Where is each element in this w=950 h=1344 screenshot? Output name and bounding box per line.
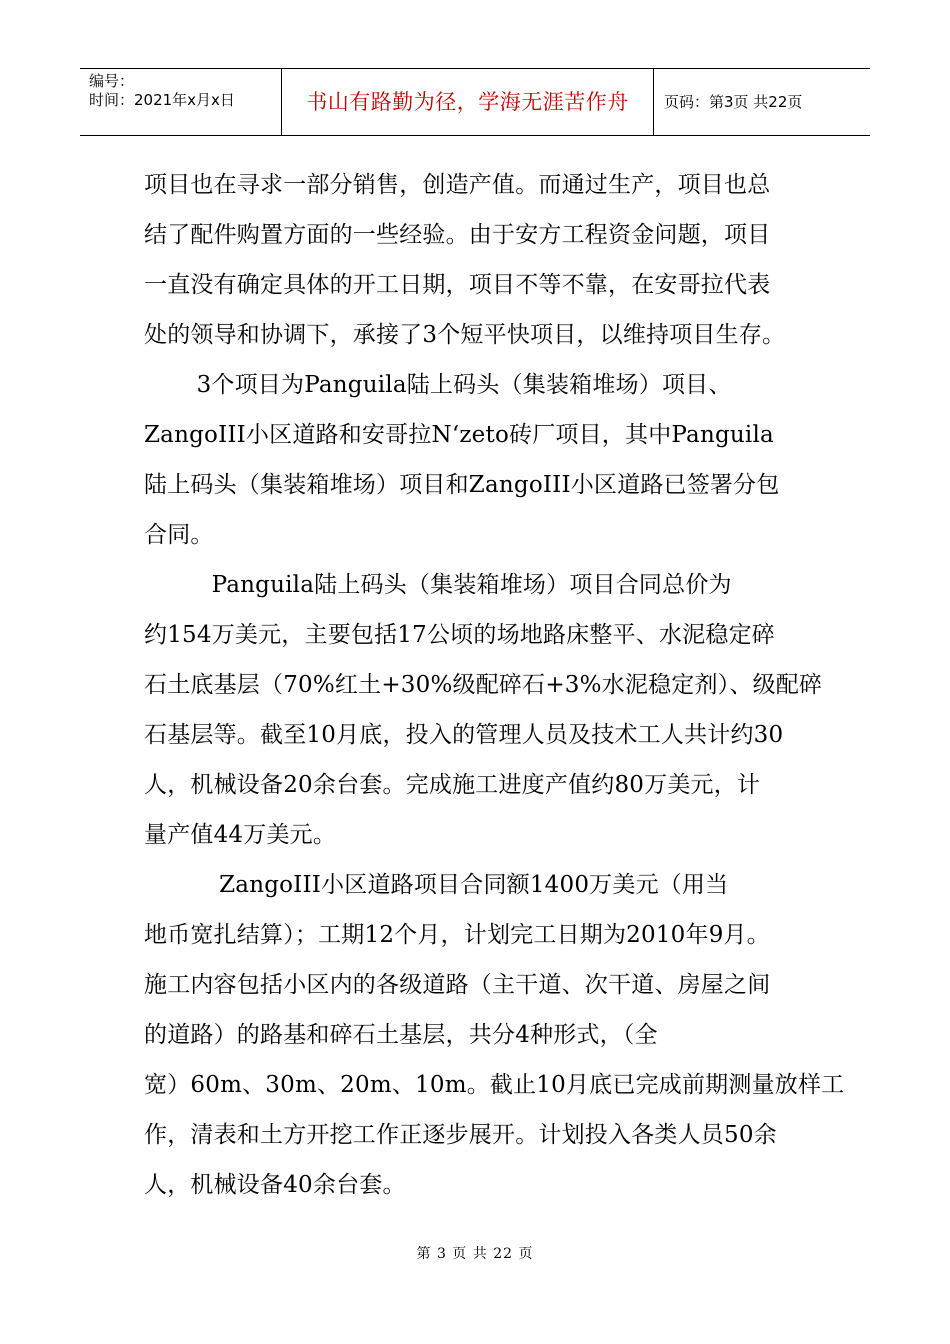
document-body [144,160,845,1210]
body-line: Panguila陆上码头（集装箱堆场）项目合同总价为 [144,572,732,598]
page-footer: 第 3 页 共 22 页 [416,1246,534,1262]
header-motto: 书山有路勤为径，学海无涯苦作舟 [282,69,654,135]
body-line: 石基层等。截至10月底，投入的管理人员及技术工人共计约30 [144,722,784,748]
body-line: 约154万美元，主要包括17公顷的场地路床整平、水泥稳定碎 [144,622,775,648]
body-line: 人，机械设备40余台套。 [144,1172,406,1198]
body-line: 的道路）的路基和碎石土基层，共分4种形式，（全 [144,1022,658,1048]
body-line: 宽）60m、30m、20m、10m。截止10月底已完成前期测量放样工 [144,1072,845,1098]
page-header [80,68,870,136]
time-label: 时间：2021年x月x日 [89,91,235,109]
body-line: 人，机械设备20余台套。完成施工进度产值约80万美元，计 [144,772,761,798]
body-line: 石土底基层（70%红土+30%级配碎石+3%水泥稳定剂）、级配碎 [144,672,823,698]
body-line: 陆上码头（集装箱堆场）项目和ZangoIII小区道路已签署分包 [144,472,780,498]
body-line: ZangoIII小区道路项目合同额1400万美元（用当 [144,872,729,898]
body-line: 结了配件购置方面的一些经验。由于安方工程资金问题，项目 [144,222,771,248]
body-line: 3个项目为Panguila陆上码头（集装箱堆场）项目、 [144,372,732,398]
header-meta [80,69,282,135]
body-line: 施工内容包括小区内的各级道路（主干道、次干道、房屋之间 [144,972,771,998]
body-line: 地币宽扎结算）；工期12个月，计划完工日期为2010年9月。 [144,922,770,948]
body-line: ZangoIII小区道路和安哥拉N‘zeto砖厂项目，其中Panguila [144,422,774,448]
body-line: 一直没有确定具体的开工日期，项目不等不靠，在安哥拉代表 [144,272,771,298]
body-line: 处的领导和协调下，承接了3个短平快项目，以维持项目生存。 [144,322,786,348]
body-line: 作，清表和土方开挖工作正逐步展开。计划投入各类人员50余 [144,1122,777,1148]
body-line: 项目也在寻求一部分销售，创造产值。而通过生产，项目也总 [144,172,771,198]
header-page-info: 页码：第3页 共22页 [664,93,803,111]
number-label: 编号： [89,72,135,90]
body-line: 合同。 [144,522,214,548]
body-line: 量产值44万美元。 [144,822,337,848]
